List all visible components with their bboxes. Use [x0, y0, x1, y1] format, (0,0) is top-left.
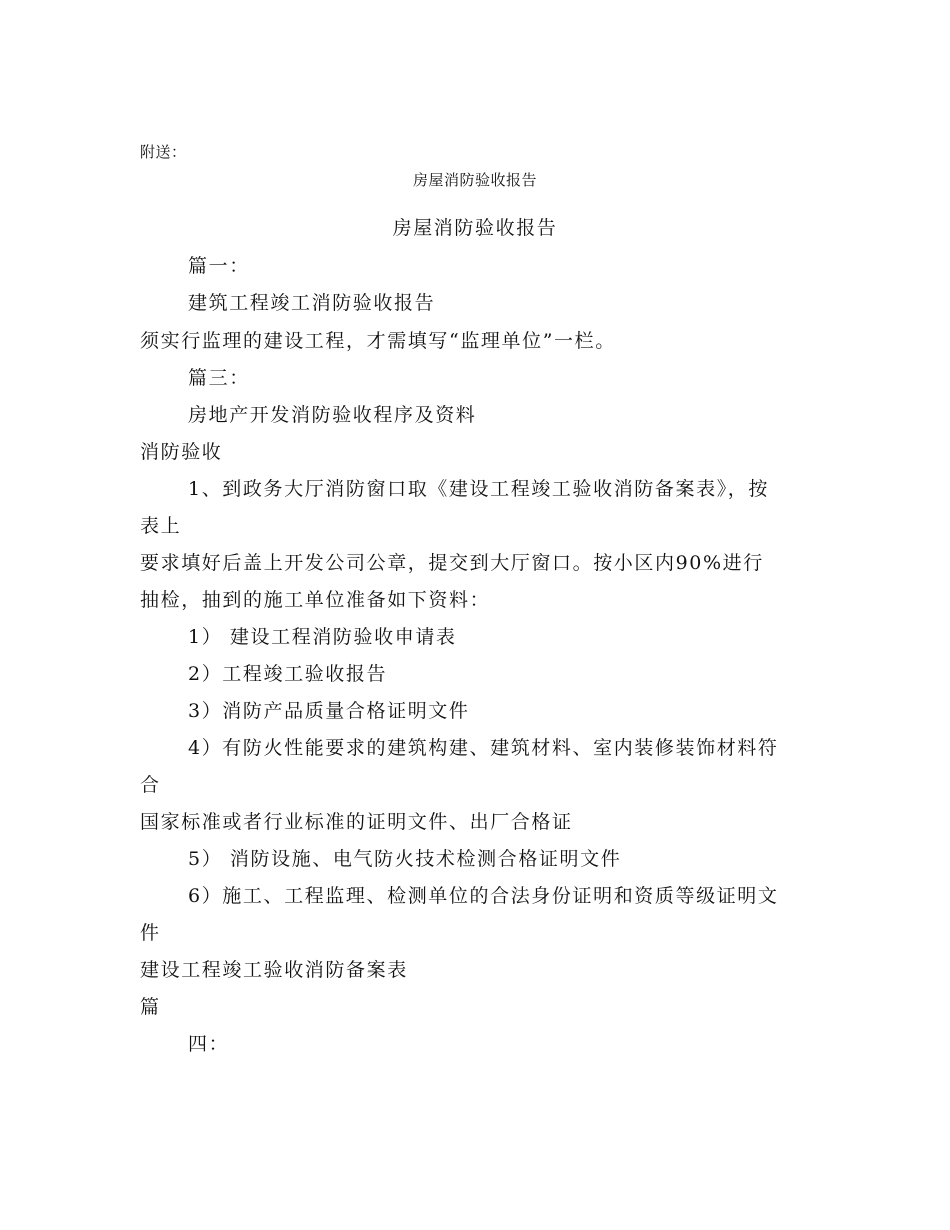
paragraph-line: 1、到政务大厅消防窗口取《建设工程竣工验收消防备案表》，按	[188, 478, 769, 500]
paragraph-line: 表上	[140, 515, 182, 537]
main-title: 房屋消防验收报告	[392, 217, 558, 239]
small-title: 房屋消防验收报告	[412, 171, 537, 189]
paragraph-line: 建设工程竣工验收消防备案表	[140, 959, 408, 981]
section-heading-3: 篇三：	[188, 367, 250, 389]
list-item: 1） 建设工程消防验收申请表	[188, 626, 457, 648]
header-note: 附送：	[140, 143, 187, 161]
section-heading-4: 四：	[188, 1033, 230, 1055]
paragraph-line: 要求填好后盖上开发公司公章，提交到大厅窗口。按小区内90%进行	[140, 552, 764, 574]
paragraph-line: 房地产开发消防验收程序及资料	[188, 404, 477, 426]
list-item: 6）施工、工程监理、检测单位的合法身份证明和资质等级证明文	[188, 885, 779, 907]
paragraph-line: 件	[140, 922, 161, 944]
paragraph-line: 合	[140, 774, 161, 796]
section-heading-1: 篇一：	[188, 255, 250, 277]
list-item: 4）有防火性能要求的建筑构建、建筑材料、室内装修装饰材料符	[188, 737, 779, 759]
list-item: 3）消防产品质量合格证明文件	[188, 700, 470, 722]
paragraph-line: 须实行监理的建设工程，才需填写“监理单位”一栏。	[140, 330, 616, 352]
paragraph-line: 国家标准或者行业标准的证明文件、出厂合格证	[140, 811, 573, 833]
list-item: 5） 消防设施、电气防火技术检测合格证明文件	[188, 848, 622, 870]
paragraph-line: 建筑工程竣工消防验收报告	[188, 292, 436, 314]
list-item: 2）工程竣工验收报告	[188, 663, 388, 685]
paragraph-line: 篇	[140, 996, 161, 1018]
paragraph-line: 抽检，抽到的施工单位准备如下资料：	[140, 589, 491, 611]
paragraph-line: 消防验收	[140, 441, 223, 463]
